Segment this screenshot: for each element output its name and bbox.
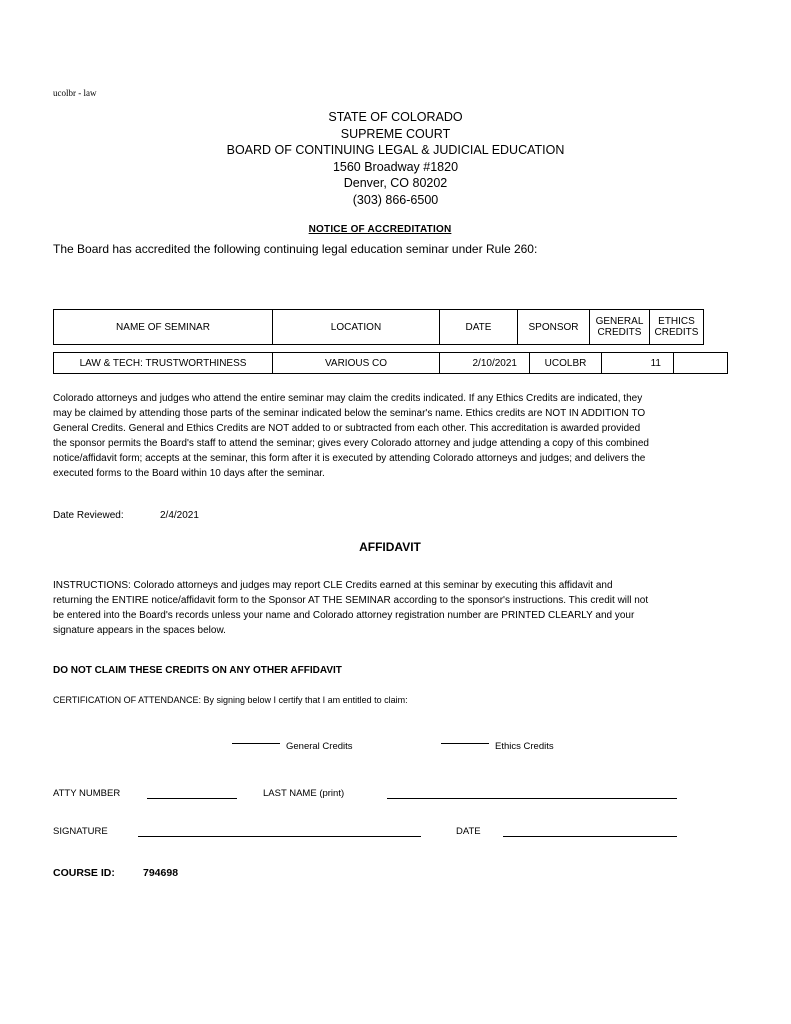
header-sponsor: SPONSOR	[518, 310, 590, 345]
header-location: LOCATION	[273, 310, 440, 345]
date-label: DATE	[456, 826, 481, 837]
header-court: SUPREME COURT	[340, 126, 451, 141]
last-name-line[interactable]	[387, 798, 677, 799]
seminar-table-header	[53, 309, 704, 345]
seminar-name: LAW & TECH: TRUSTWORTHINESS	[54, 353, 273, 374]
seminar-general-credits: 11	[602, 353, 674, 374]
header-general-credits: GENERAL CREDITS	[590, 310, 650, 345]
course-id-value: 794698	[143, 867, 179, 879]
form-tag: ucolbr - law	[53, 88, 97, 98]
header-state: STATE OF COLORADO	[328, 110, 463, 124]
general-credits-line[interactable]	[232, 743, 280, 744]
atty-number-line[interactable]	[147, 798, 237, 799]
atty-number-label: ATTY NUMBER	[53, 788, 121, 799]
header-date: DATE	[440, 310, 518, 345]
board-header	[0, 109, 791, 208]
ethics-credits-label: Ethics Credits	[495, 741, 554, 752]
intro-text: The Board has accredited the following continuing legal education seminar under Rule 260:	[53, 242, 538, 256]
header-city: Denver, CO 80202	[343, 176, 448, 190]
seminar-ethics-credits	[674, 353, 728, 374]
ethics-credits-line[interactable]	[441, 743, 489, 744]
signature-label: SIGNATURE	[53, 826, 108, 837]
signature-line[interactable]	[138, 836, 421, 837]
last-name-label: LAST NAME (print)	[263, 788, 345, 799]
accreditation-paragraph: Colorado attorneys and judges who attend the entire seminar may claim the credits indicated. If any Ethics Credits are indicated, they may be claimed by attending those parts of the seminar indicated below the seminar's name. Ethics credits are NOT IN ADDITION TO General Credits. General and Ethics Credits are NOT added to or subtracted from each other. This accreditation is awarded provided the sponsor permits the Board's staff to attend the seminar; gives every Colorado attorney and judge attending a copy of this combined notice/affidavit form; accepts at the seminar, this form after it is executed by attending Colorado attorneys and judges; and delivers the executed forms to the Board within 10 days after the seminar.	[53, 393, 649, 479]
date-line[interactable]	[503, 836, 677, 837]
notice-title: NOTICE OF ACCREDITATION	[308, 224, 452, 235]
date-reviewed-label: Date Reviewed:	[53, 510, 124, 521]
affidavit-title: AFFIDAVIT	[359, 540, 421, 554]
header-seminar-name: NAME OF SEMINAR	[54, 310, 273, 345]
seminar-table-row	[53, 352, 728, 374]
header-street: 1560 Broadway #1820	[332, 159, 459, 174]
header-phone: (303) 866-6500	[352, 192, 439, 207]
header-ethics-credits: ETHICS CREDITS	[650, 310, 704, 345]
do-not-claim-warning: DO NOT CLAIM THESE CREDITS ON ANY OTHER AFFIDAVIT	[53, 665, 342, 676]
seminar-location: VARIOUS CO	[273, 353, 440, 374]
instructions-paragraph: INSTRUCTIONS: Colorado attorneys and judges may report CLE Credits earned at this seminar by executing this affidavit and returning the ENTIRE notice/affidavit form to the Sponsor AT THE SEMINAR according to the sponsor's instructions. This credit will not be entered into the Board's records unless your name and Colorado attorney registration number are PRINTED CLEARLY and your signature appears in the spaces below.	[53, 580, 649, 636]
date-reviewed-value: 2/4/2021	[160, 510, 199, 521]
header-board: BOARD OF CONTINUING LEGAL & JUDICIAL EDUCATION	[226, 143, 565, 157]
seminar-sponsor: UCOLBR	[530, 353, 602, 374]
seminar-date: 2/10/2021	[440, 353, 530, 374]
course-id-label: COURSE ID:	[53, 867, 115, 879]
general-credits-label: General Credits	[286, 741, 353, 752]
certification-text: CERTIFICATION OF ATTENDANCE: By signing below I certify that I am entitled to claim:	[53, 695, 408, 705]
